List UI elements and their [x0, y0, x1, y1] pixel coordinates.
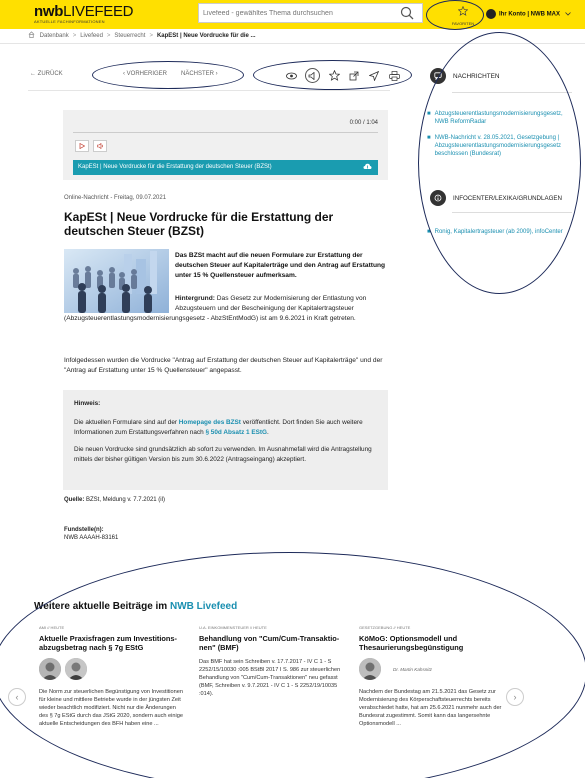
author-avatar: [359, 658, 381, 680]
note-heading: Hinweis:: [74, 400, 101, 407]
note-paragraph-1: [74, 418, 377, 438]
previous-link[interactable]: [123, 71, 167, 77]
favorites-button[interactable]: [448, 3, 478, 25]
article-meta: Online-Nachricht - Freitag, 09.07.2021: [64, 195, 167, 201]
logo-subtitle: AKTUELLE FACHINFORMATIONEN: [34, 19, 105, 24]
cloud-download-icon[interactable]: [363, 163, 372, 171]
account-label: Ihr Konto | NWB MAX: [499, 11, 561, 18]
sidebar-heading-nachrichten: NACHRICHTEN: [453, 72, 500, 80]
note-text: veröffentlicht. Dort finden Sie auch weitere Informationen zum Erstattungsverfahren nach: [74, 419, 363, 436]
card-category: GESETZGEBUNG // HEUTE: [359, 625, 411, 630]
next-link[interactable]: [181, 71, 218, 77]
eye-icon[interactable]: [285, 70, 297, 82]
nwb-livefeed-link[interactable]: NWB Livefeed: [169, 601, 238, 612]
account-icon: [486, 9, 496, 19]
note-paragraph-2: Die neuen Vordrucke sind grundsätzlich ab sofort zu verwenden. Im Ausnahmefall wird die Antragstellung mittels der bisher gültigen Version bis zum 30.6.2022 (Antragseingang) akzeptiert.: [74, 446, 372, 463]
chevron-left-icon: ‹: [123, 71, 127, 77]
search-box[interactable]: [198, 3, 423, 23]
search-icon[interactable]: [400, 6, 414, 20]
sidebar-section-nachrichten: [430, 68, 500, 84]
sidebar-news-link[interactable]: NWB-Nachricht v. 28.05.2021, Gesetzgebung | Abzugsteuerentlastungsmodernisierungsgesetz beschlossen (Bundesrat): [434, 135, 562, 157]
player-title: KapESt | Neue Vordrucke für die Erstattung der deutschen Steuer (BZSt): [78, 164, 272, 170]
previous-label: VORHERIGER: [126, 71, 168, 77]
play-button[interactable]: [75, 140, 89, 152]
audio-player: [63, 110, 388, 180]
card-title[interactable]: KöMoG: Optionsmodell und Thesaurierungsbegünstigung: [359, 634, 464, 652]
divider: [452, 212, 572, 213]
card-category: U.A. EINKOMMENSTEUER // HEUTE: [199, 625, 267, 630]
search-input[interactable]: [203, 4, 393, 22]
related-articles-heading: [34, 601, 237, 612]
back-link[interactable]: [30, 71, 63, 77]
home-icon[interactable]: [28, 31, 35, 38]
back-label: ZURÜCK: [37, 71, 63, 77]
article-toolbar: [285, 68, 400, 83]
estg-50d-link[interactable]: § 50d Absatz 1 EStG: [205, 429, 268, 436]
card-category: AMI // HEUTE: [39, 625, 65, 630]
related-article-card[interactable]: [199, 625, 344, 698]
card-author: Dr. Martin Kahsnitz: [393, 666, 432, 672]
related-article-card[interactable]: [359, 625, 504, 728]
logo[interactable]: [34, 3, 133, 20]
star-icon: [458, 6, 468, 16]
source-label: Quelle:: [64, 497, 85, 503]
divider: [452, 92, 572, 93]
volume-icon: [97, 143, 104, 149]
fundstelle-label: Fundstelle(n):: [64, 527, 104, 533]
related-article-card[interactable]: [39, 625, 184, 728]
chevron-right-icon: ›: [513, 692, 517, 702]
player-title-bar[interactable]: [73, 160, 378, 175]
author-avatar: [65, 658, 87, 680]
note-text: Die aktuellen Formulare sind auf der: [74, 419, 178, 426]
breadcrumb-item-current: KapESt | Neue Vordrucke für die ...: [156, 33, 256, 39]
background-text-1: Das Gesetz zur Modernisierung der Entlastung von Abzugsteuern und der Bescheinigung der Kapitalertragsteuer: [175, 295, 367, 312]
account-menu[interactable]: [486, 9, 571, 19]
print-icon[interactable]: [388, 70, 400, 82]
chevron-right-icon: ›: [214, 71, 218, 77]
note-text: .: [267, 429, 269, 436]
player-progress-track[interactable]: [73, 132, 378, 133]
article-background-paragraph: [64, 294, 388, 324]
chevron-left-icon: ‹: [15, 692, 19, 702]
note-box: [63, 390, 388, 490]
chat-icon: [430, 68, 446, 84]
carousel-next-button[interactable]: [506, 688, 524, 706]
player-time: 0:00 / 1:04: [349, 120, 378, 126]
card-text: Das BMF hat sein Schreiben v. 17.7.2017 - IV C 1 - S 2252/15/10030 :005 BStBl 2017 I S. 986 zur steuerlichen Behandlung von "Cum/Cum-Transaktionen" neu gefasst (BMF, Schreiben v. 9.7.2021 - IV C 1 - S 2252/19/10035 :014).: [199, 659, 341, 697]
bzst-homepage-link[interactable]: Homepage des BZSt: [178, 419, 241, 426]
source-text: BZSt, Meldung v. 7.7.2021 (il): [86, 497, 165, 503]
play-icon: [79, 143, 85, 149]
read-aloud-icon[interactable]: [305, 68, 320, 83]
fundstelle-value: NWB AAAAH-83161: [64, 535, 119, 541]
sidebar-news-link[interactable]: Abzugsteuerentlastungsmodernisierungsgesetz, NWB ReformRadar: [434, 111, 563, 125]
background-text-2: (Abzugsteuerentlastungsmodernisierungsgesetz - AbzStEntModG) ist am 9.6.2021 in Kraft getreten.: [64, 315, 356, 322]
logo-livefeed-text: LIVEFEED: [63, 3, 134, 20]
breadcrumb-item-livefeed[interactable]: Livefeed: [80, 33, 103, 39]
breadcrumb: Datenbank > Livefeed > Steuerrecht > KapESt | Neue Vordrucke für die ...: [28, 31, 256, 39]
sidebar-news-item[interactable]: ■ Abzugsteuerentlastungsmodernisierungsgesetz, NWB ReformRadar: [427, 110, 577, 126]
sidebar-section-infocenter: [430, 190, 562, 206]
sidebar-info-link[interactable]: Ronig, Kapitalertragsteuer (ab 2009), infoCenter: [434, 229, 563, 235]
background-label: Hintergrund:: [175, 295, 215, 302]
volume-button[interactable]: [93, 140, 107, 152]
chevron-down-icon: [565, 12, 571, 16]
breadcrumb-item-steuerrecht[interactable]: Steuerrecht: [114, 33, 146, 39]
author-avatar: [39, 658, 61, 680]
article-title: KapESt | Neue Vordrucke für die Erstattung der deutschen Steuer (BZSt): [64, 210, 334, 238]
divider: [28, 90, 390, 91]
related-heading-text: Weitere aktuelle Beiträge im: [34, 601, 168, 612]
sidebar-info-item[interactable]: ■ Ronig, Kapitalertragsteuer (ab 2009), infoCenter: [427, 229, 563, 235]
favorites-label: FAVORITEN: [451, 21, 475, 26]
article-lead: Das BZSt macht auf die neuen Formulare zur Erstattung der deutschen Steuer auf Kapitalerträge und den Antrag auf Erstattung unter 15 % Quellensteuer aufmerksam.: [175, 252, 386, 279]
carousel-prev-button[interactable]: [8, 688, 26, 706]
info-icon: [430, 190, 446, 206]
source-line: [64, 497, 165, 503]
breadcrumb-item-datenbank[interactable]: Datenbank: [39, 33, 69, 39]
logo-nwb-text: nwb: [34, 3, 64, 20]
star-icon[interactable]: [328, 70, 340, 82]
annotation-oval-prev-next: [92, 61, 244, 89]
card-text: Nachdem der Bundestag am 21.5.2021 das Gesetz zur Modernisierung des Körperschaftsteuerrechts bereits verabschiedet hatte, hat am 25.6.2021 nunmehr auch der Bundesrat zugestimmt. Somit kann das langersehnte Optionsmodell ...: [359, 689, 502, 727]
card-text: Die Norm zur steuerlichen Begünstigung von Investitionen für kleine und mittlere Betriebe wurde in der jüngsten Zeit wieder beachtlich modifiziert. Nicht nur die Änderungen des § 7g EStG durch das JStG 2020, sondern auch einige aktuelle Entscheidungen des BFH haben eine ...: [39, 689, 183, 727]
next-label: NÄCHSTER: [181, 71, 215, 77]
article-paragraph: Infolgedessen wurden die Vordrucke "Antrag auf Erstattung der deutschen Steuer auf Kapitalerträge" und der "Antrag auf Erstattung unter 15 % Quellensteuer" angepasst.: [64, 357, 383, 374]
send-icon[interactable]: [368, 70, 380, 82]
share-icon[interactable]: [348, 70, 360, 82]
sidebar-heading-infocenter: INFOCENTER/LEXIKA/GRUNDLAGEN: [453, 194, 562, 202]
arrow-left-icon: ←: [30, 71, 38, 77]
sidebar-news-item[interactable]: ■ NWB-Nachricht v. 28.05.2021, Gesetzgebung | Abzugsteuerentlastungsmodernisierungsgesetz beschlossen (Bundesrat): [427, 134, 577, 158]
divider: [0, 43, 585, 44]
card-title[interactable]: Aktuelle Praxisfragen zum Investitions-abzugsbetrag nach § 7g EStG: [39, 634, 177, 652]
card-title[interactable]: Behandlung von "Cum/Cum-Transaktio-nen" (BMF): [199, 634, 340, 652]
